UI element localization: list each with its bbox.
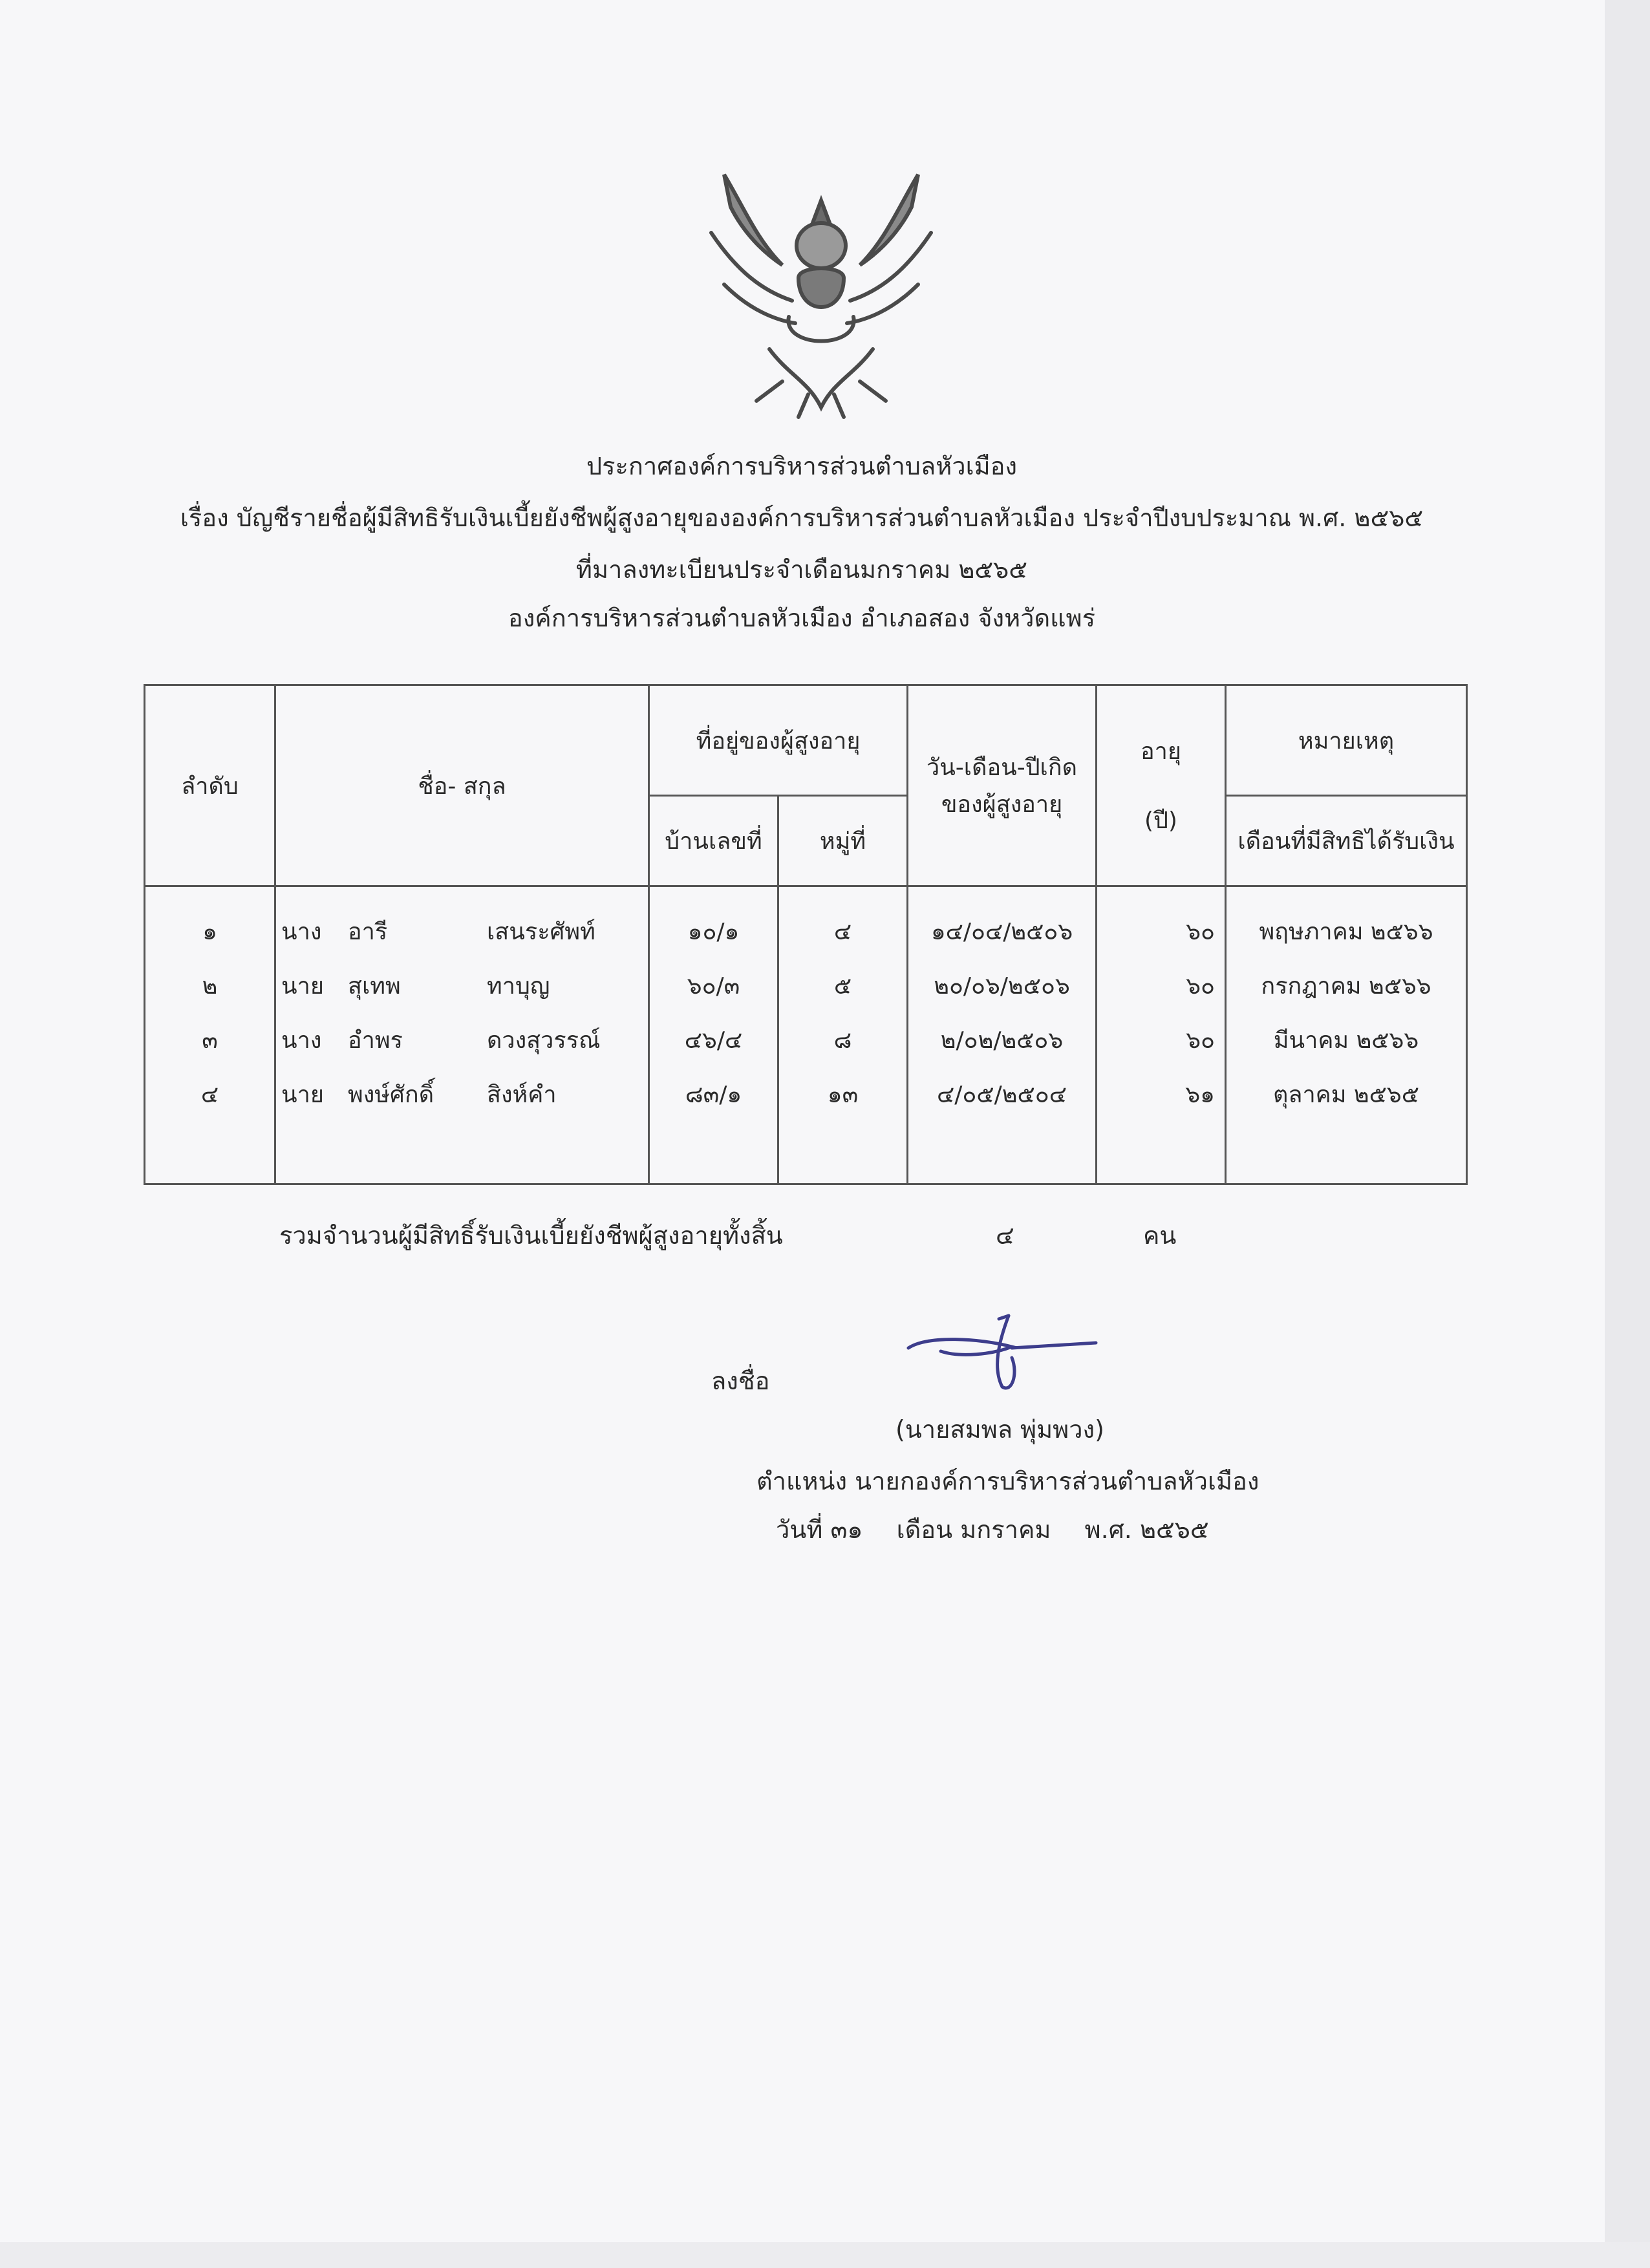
cell-seq: ๒ <box>202 973 218 1000</box>
cell-dob: ๒๐/๐๖/๒๕๐๖ <box>934 973 1070 1000</box>
cell-eligible-month: กรกฎาคม ๒๕๖๖ <box>1261 973 1431 1000</box>
header-age-line1: อายุ <box>1141 738 1181 765</box>
cell-name <box>276 905 648 959</box>
name-title: นาง <box>281 919 322 945</box>
announcement-title: ประกาศองค์การบริหารส่วนตำบลหัวเมือง <box>586 452 1018 480</box>
header-name: ชื่อ- สกุล <box>275 685 649 886</box>
cell-eligible-month: มีนาคม ๒๕๖๖ <box>1273 1027 1419 1054</box>
col-village <box>778 886 908 1184</box>
date-year: พ.ศ. ๒๕๖๕ <box>1084 1515 1209 1544</box>
name-title: นาง <box>281 1027 322 1054</box>
name-title: นาย <box>281 1082 324 1108</box>
cell-village: ๕ <box>833 973 852 1000</box>
cell-dob: ๑๔/๐๔/๒๕๐๖ <box>930 919 1073 945</box>
cell-village: ๘ <box>833 1027 852 1054</box>
date-month: เดือน มกราคม <box>896 1515 1051 1544</box>
cell-eligible-month: พฤษภาคม ๒๕๖๖ <box>1259 919 1433 945</box>
cell-dob: ๒/๐๒/๒๕๐๖ <box>940 1027 1064 1054</box>
summary-unit: คน <box>1143 1221 1177 1250</box>
cell-seq: ๑ <box>202 919 217 945</box>
header-age-line2: (ปี) <box>1144 808 1177 834</box>
summary-count: ๔ <box>996 1221 1014 1250</box>
garuda-emblem <box>685 155 957 427</box>
signatory-name: (นายสมพล พุ่มพวง) <box>895 1415 1104 1444</box>
cell-age: ๖๐ <box>1186 919 1216 945</box>
first-name: สุเทพ <box>348 973 401 1000</box>
cell-name <box>276 959 648 1014</box>
header-dob <box>908 685 1097 886</box>
col-house-no <box>649 886 778 1184</box>
header-dob-line2: ของผู้สูงอายุ <box>941 791 1063 818</box>
first-name: อารี <box>348 919 388 945</box>
last-name: ทาบุญ <box>487 973 550 1000</box>
header-village: หมู่ที่ <box>778 796 908 886</box>
signature-date <box>776 1510 1235 1549</box>
cell-house-no: ๘๓/๑ <box>685 1082 742 1108</box>
announcement-subject: เรื่อง บัญชีรายชื่อผู้มีสิทธิรับเงินเบี้ยยังชีพผู้สูงอายุขององค์การบริหารส่วนตำบลหัวเมือง ประจำปีงบประมาณ พ.ศ. ๒๕๖๕ <box>180 504 1424 532</box>
col-dob <box>908 886 1097 1184</box>
name-title: นาย <box>281 973 324 1000</box>
paper-edge-right <box>1605 0 1650 2268</box>
cell-name <box>276 1068 648 1122</box>
cell-age: ๖๑ <box>1185 1082 1216 1108</box>
cell-eligible-month: ตุลาคม ๒๕๖๕ <box>1273 1082 1419 1108</box>
cell-seq: ๓ <box>202 1027 218 1054</box>
first-name: อำพร <box>348 1027 403 1054</box>
cell-name <box>276 1014 648 1068</box>
beneficiary-table <box>144 684 1468 1185</box>
header-address: ที่อยู่ของผู้สูงอายุ <box>649 685 908 796</box>
handwritten-signature <box>902 1303 1102 1400</box>
registration-month: ที่มาลงทะเบียนประจำเดือนมกราคม ๒๕๖๕ <box>575 555 1028 584</box>
signature-label: ลงชื่อ <box>711 1367 770 1395</box>
signatory-position: ตำแหน่ง นายกองค์การบริหารส่วนตำบลหัวเมือง <box>756 1467 1259 1495</box>
date-day: วันที่ ๓๑ <box>776 1515 863 1544</box>
cell-seq: ๔ <box>200 1082 219 1108</box>
header-seq: ลำดับ <box>145 685 275 886</box>
cell-village: ๔ <box>833 919 852 945</box>
first-name: พงษ์ศักดิ์ <box>348 1082 434 1108</box>
paper-edge-bottom <box>0 2242 1650 2268</box>
header-remark: หมายเหตุ <box>1226 685 1467 796</box>
cell-dob: ๔/๐๕/๒๕๐๔ <box>937 1082 1067 1108</box>
cell-age: ๖๐ <box>1186 1027 1216 1054</box>
last-name: สิงห์คำ <box>487 1082 557 1108</box>
col-eligible-month <box>1226 886 1467 1184</box>
header-house-no: บ้านเลขที่ <box>649 796 778 886</box>
cell-age: ๖๐ <box>1186 973 1216 1000</box>
cell-house-no: ๑๐/๑ <box>687 919 740 945</box>
header-eligible-month: เดือนที่มีสิทธิได้รับเงิน <box>1226 796 1467 886</box>
header-dob-line1: วัน-เดือน-ปีเกิด <box>926 754 1078 781</box>
last-name: เสนระศัพท์ <box>487 919 595 945</box>
summary-label: รวมจำนวนผู้มีสิทธิ์รับเงินเบี้ยยังชีพผู้สูงอายุทั้งสิ้น <box>279 1221 783 1250</box>
last-name: ดวงสุวรรณ์ <box>487 1027 601 1054</box>
header-age <box>1097 685 1226 886</box>
cell-house-no: ๔๖/๔ <box>684 1027 743 1054</box>
col-name <box>275 886 649 1184</box>
cell-village: ๑๓ <box>827 1082 859 1108</box>
col-age <box>1097 886 1226 1184</box>
col-seq <box>145 886 275 1184</box>
cell-house-no: ๖๐/๓ <box>687 973 740 1000</box>
organization-location: องค์การบริหารส่วนตำบลหัวเมือง อำเภอสอง จังหวัดแพร่ <box>508 604 1096 632</box>
